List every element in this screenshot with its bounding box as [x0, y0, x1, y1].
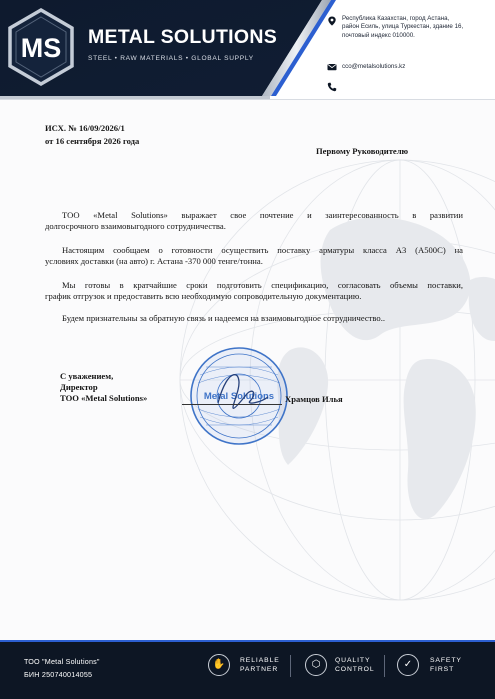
address-line: район Есиль, улица Туркестан, здание 16,	[342, 23, 464, 31]
badge-safety-first	[430, 656, 462, 674]
closing-line: Директор	[60, 382, 98, 393]
paragraph-line: долгосрочного взаимовыгодного сотрудничества.	[45, 221, 226, 232]
closing-line: С уважением,	[60, 371, 114, 381]
address-line: почтовый индекс 010000.	[342, 31, 415, 39]
reference-date: от 16 сентября 2026 года	[45, 136, 140, 146]
brand-tagline: STEEL • RAW MATERIALS • GLOBAL SUPPLY	[88, 55, 254, 62]
email-text[interactable]: cco@metalsolutions.kz	[342, 63, 406, 70]
handshake-icon: ✋	[208, 654, 230, 676]
footer-divider	[384, 655, 385, 677]
logo-letters: MS	[20, 33, 62, 63]
address-line: Республика Казахстан, город Астана,	[342, 15, 450, 22]
signatory-name: Храмцов Илья	[285, 394, 343, 404]
footer-company: ТОО "Metal Solutions"	[24, 657, 100, 666]
stamp-text: Metal Solutions	[203, 391, 275, 402]
signature-line	[182, 404, 282, 405]
location-pin-icon	[327, 16, 337, 26]
reference-number: ИСХ. № 16/09/2026/1	[45, 123, 125, 133]
paragraph-line: условиях доставки (на авто) г. Астана -370 000 тенге/тонна.	[45, 256, 263, 267]
closing-line: ТОО «Metal Solutions»	[60, 393, 148, 404]
paragraph-line: Мы готовы в кратчайшие сроки подготовить спецификацию, согласовать объемы поставки,	[62, 280, 463, 290]
badge-label: SAFETY	[430, 657, 462, 664]
footer-bin: БИН 250740014055	[24, 670, 93, 679]
badge-label: RELIABLE	[240, 657, 280, 664]
phone-icon	[327, 82, 337, 92]
badge-label: QUALITY	[335, 657, 371, 664]
paragraph-closing: Будем признательны за обратную связь и надеемся на взаимовыгодное сотрудничество..	[62, 313, 386, 323]
paragraph-line: ТОО «Metal Solutions» выражает свое почтение и заинтересованность в развитии	[62, 210, 463, 220]
company-logo	[5, 7, 77, 87]
paragraph-line: график отгрузок и предоставить всю необходимую сопроводительную документацию.	[45, 291, 362, 302]
paragraph-line: Настоящим сообщаем о готовности осуществить поставку арматуры класса А3 (А500С) на	[62, 245, 463, 255]
email-icon	[327, 62, 337, 72]
cube-icon: ⬡	[305, 654, 327, 676]
badge-label: CONTROL	[335, 666, 375, 673]
footer-divider	[290, 655, 291, 677]
badge-label: PARTNER	[240, 666, 279, 673]
paragraph-readiness	[45, 280, 463, 302]
badge-label: FIRST	[430, 666, 455, 673]
paragraph-offer	[45, 245, 463, 267]
company-stamp	[188, 345, 290, 447]
signature-block	[60, 371, 147, 405]
address-block	[342, 15, 463, 40]
badge-quality-control	[335, 656, 375, 674]
footer-accent-line	[0, 640, 495, 642]
recipient: Первому Руководителю	[316, 146, 409, 156]
paragraph-intro	[45, 210, 463, 232]
badge-reliable-partner	[240, 656, 280, 674]
brand-name: METAL SOLUTIONS	[88, 26, 278, 48]
shield-check-icon: ✓	[397, 654, 419, 676]
